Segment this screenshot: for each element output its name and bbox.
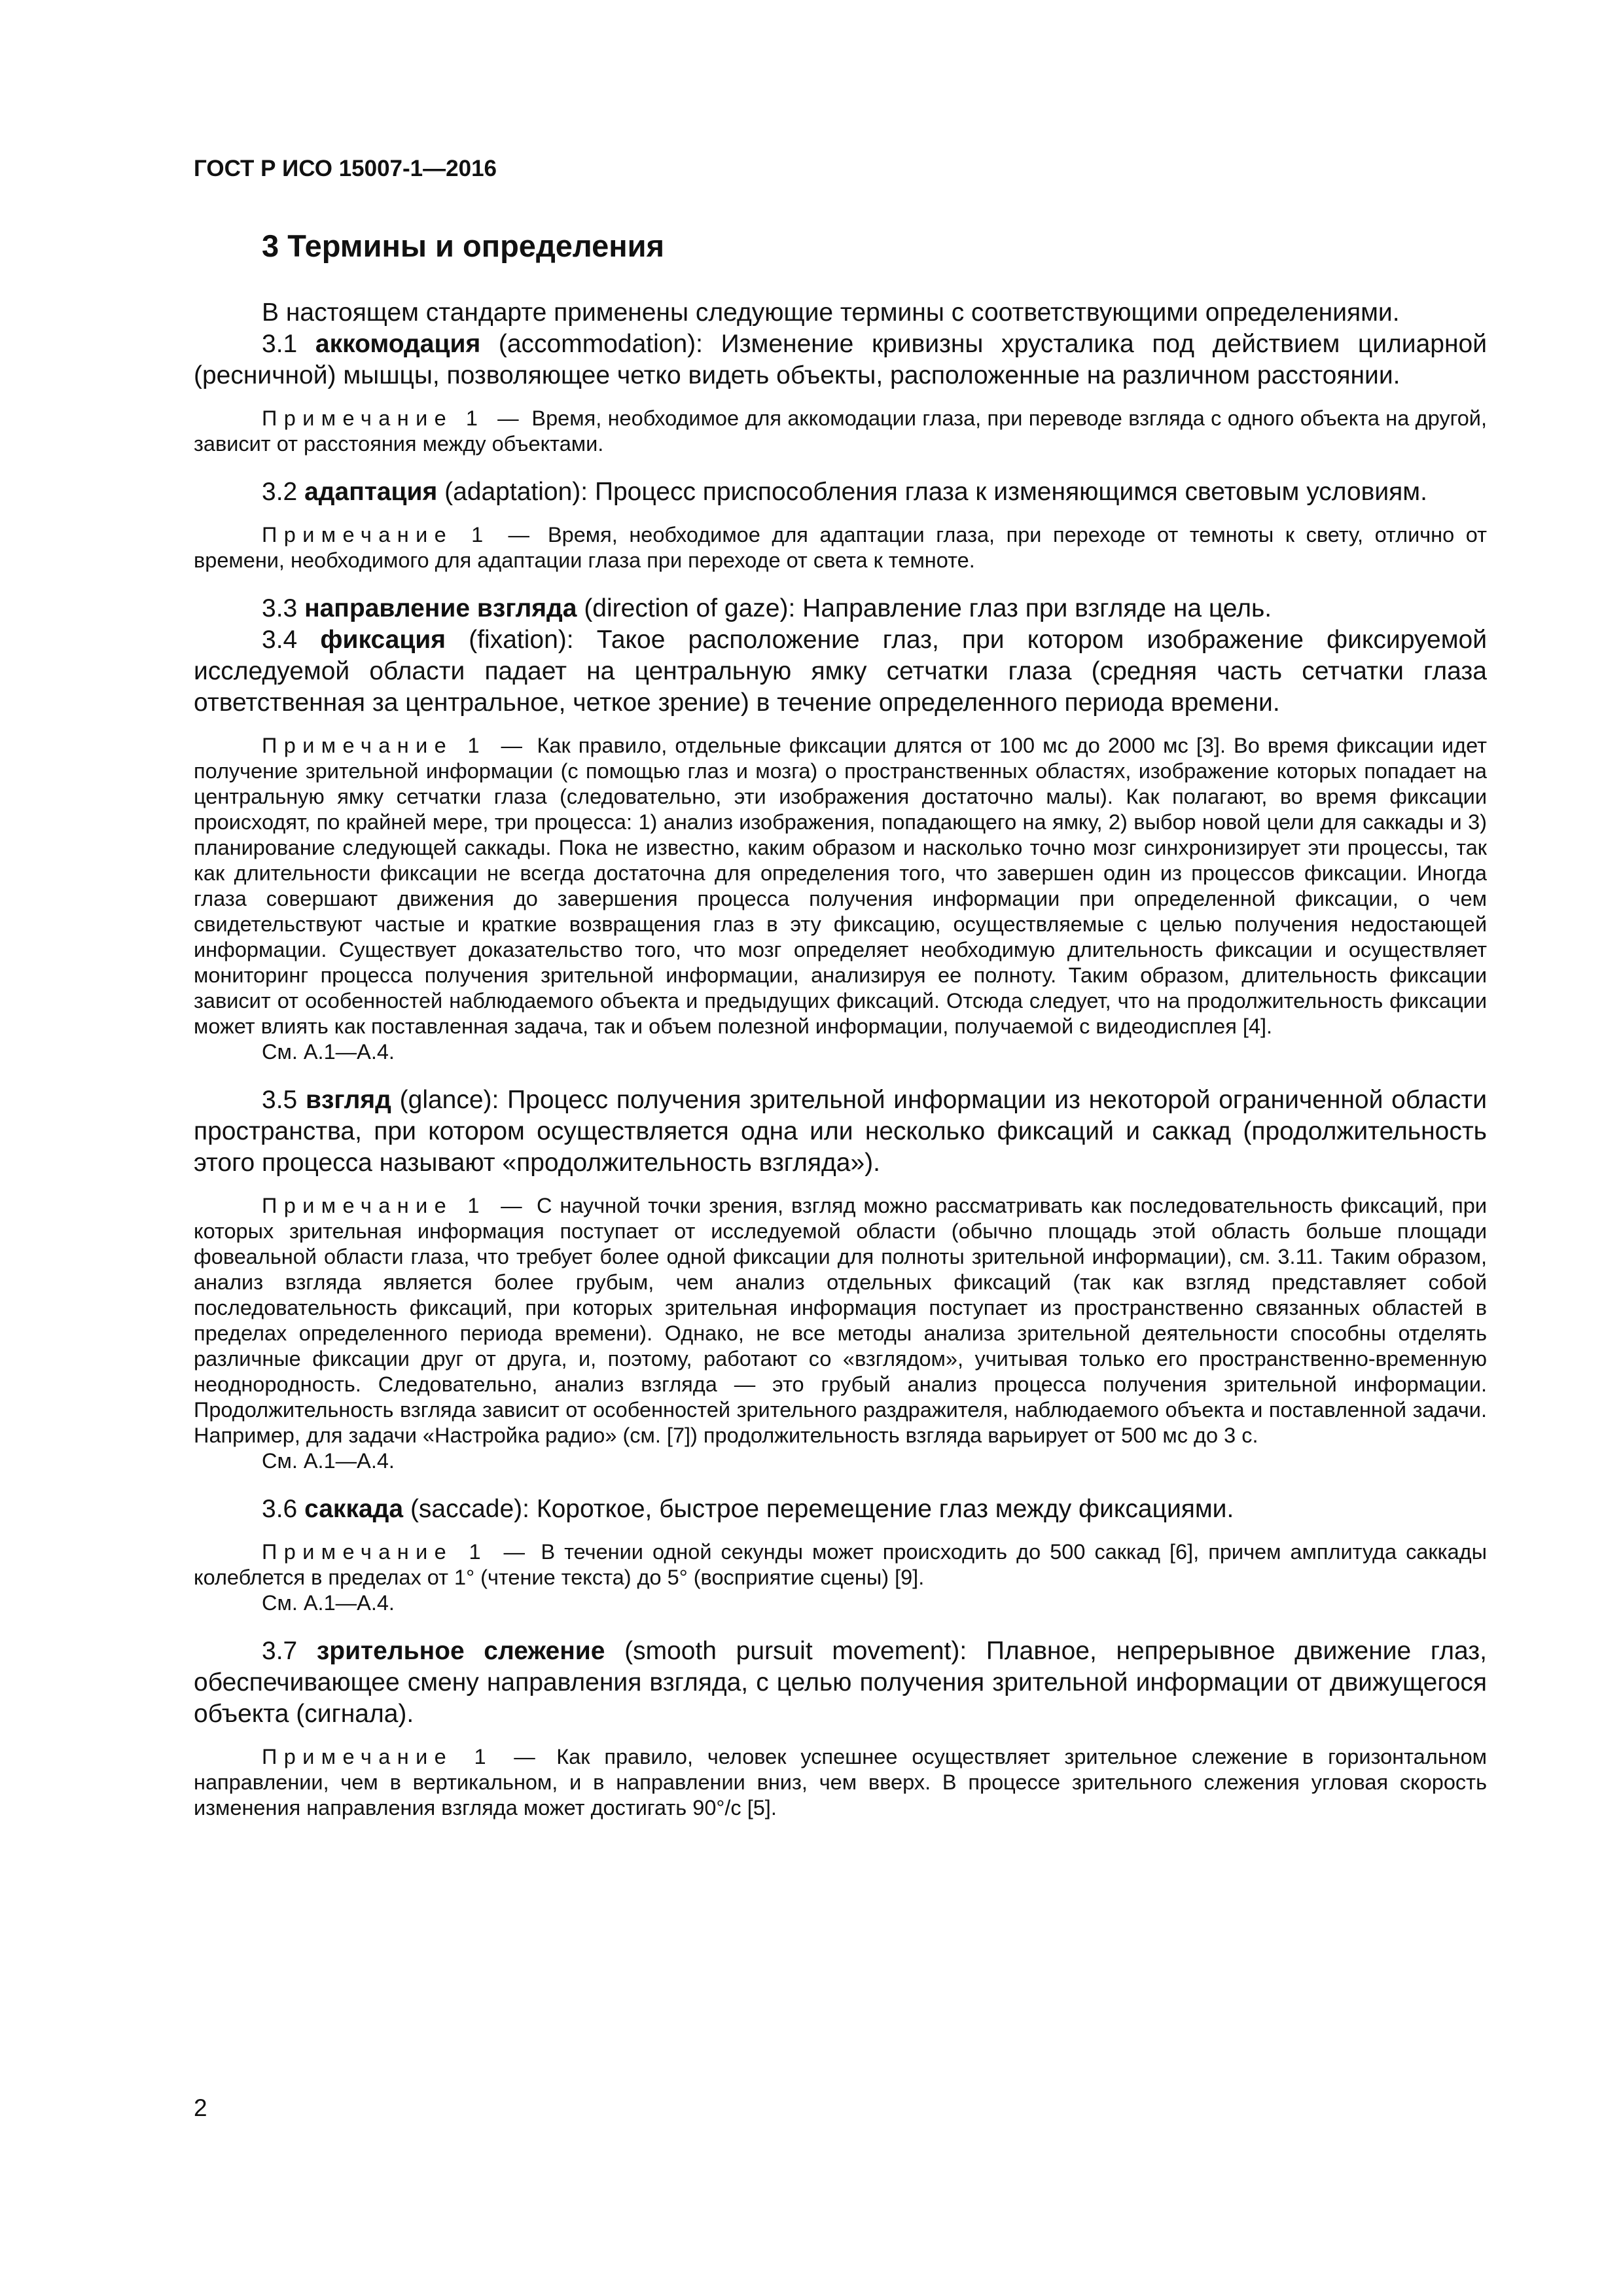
term-definition: Короткое, быстрое перемещение глаз между фиксациями. <box>536 1495 1234 1523</box>
term-definition: Процесс получения зрительной информации из некоторой ограниченной области пространства, при котором осуществляется одна или несколько фиксаций и саккад (продолжительность этого процесса называют «продолжительность взгляда»). <box>194 1086 1487 1177</box>
term-entry-3-3 <box>194 593 1487 624</box>
section-title: 3 Термины и определения <box>262 228 664 263</box>
term-entry-3-2 <box>194 476 1487 508</box>
term-entry-3-7 <box>194 1636 1487 1730</box>
term-definition: Такое расположение глаз, при котором изображение фиксируемой исследуемой области падает на центральную ямку сетчатки глаза (средняя часть сетчатки глаза ответственная за центральное, четкое зрение) в течение определенного периода времени. <box>194 626 1488 717</box>
see-reference: См. А.1—А.4. <box>262 1449 395 1473</box>
term-entry-3-4 <box>194 624 1487 719</box>
see-reference: См. А.1—А.4. <box>262 1591 395 1615</box>
term-english: (smooth pursuit movement): <box>624 1637 967 1665</box>
term-name: направление взгляда <box>304 594 577 622</box>
term-number: 3.6 <box>262 1495 298 1523</box>
term-name: адаптация <box>304 478 438 506</box>
term-number: 3.1 <box>262 330 298 358</box>
note-3-2 <box>194 522 1487 573</box>
document-body <box>194 297 1487 1821</box>
note-label: Примечание 1 — <box>262 1745 543 1768</box>
term-number: 3.7 <box>262 1637 298 1665</box>
note-label: Примечание 1 — <box>262 406 526 430</box>
note-3-1 <box>194 406 1487 457</box>
note-3-5 <box>194 1193 1487 1448</box>
note-text: Как правило, отдельные фиксации длятся от 100 мс до 2000 мс [3]. Во время фиксации идет получение зрительной информации (с помощью глаз и мозга) о пространственных областях, изображение которых попадает на центральную ямку сетчатки глаза (следовательно, эти изображения достаточно малы). Как полагают, во время фиксации происходят, по крайней мере, три процесса: 1) анализ изображения, попадающего на ямку, 2) выбор новой цели для саккады и 3) планирование следующей саккады. Пока не известно, каким образом и насколько точно мозг синхронизирует эти процессы, так как длительности фиксации не всегда достаточна для определения того, что завершен один из процессов фиксации. Иногда глаза совершают движения до завершения процесса получения информации при определенной фиксации, о чем свидетельствуют частые и краткие возвращения глаз в эту фиксацию, осуществляемые с целью получения недостающей информации. Существует доказательство того, что мозг определяет необходимую длительность фиксации и осуществляет мониторинг процесса получения зрительной информации, анализируя ее полноту. Таким образом, длительность фиксации зависит от особенностей наблюдаемого объекта и предыдущих фиксаций. Отсюда следует, что на продолжительность фиксации может влиять как поставленная задача, так и объем полезной информации, получаемой с видеодисплея [4]. <box>194 734 1488 1038</box>
term-name: взгляд <box>305 1086 391 1114</box>
term-name: аккомодация <box>315 330 481 358</box>
note-label: Примечание 1 — <box>262 1540 532 1564</box>
see-reference: См. А.1—А.4. <box>262 1040 395 1064</box>
note-text: Время, необходимое для адаптации глаза, при переходе от темноты к свету, отлично от времени, необходимого для адаптации глаза при переходе от света к темноте. <box>194 523 1487 572</box>
note-text: С научной точки зрения, взгляд можно рассматривать как последовательность фиксаций, при которых зрительная информация поступает от исследуемой области (обычно площадь этой область больше площади фовеальной области глаза, что требует более одной фиксации для полноты зрительной информации), см. 3.11. Таким образом, анализ взгляда является более грубым, чем анализ отдельных фиксаций (так как взгляд представляет собой последовательность фиксаций, при которых зрительная информация поступает из пространственно связанных областей в пределах определенного периода времени). Однако, не все методы анализа зрительной деятельности способны отделять различные фиксации друг от друга, и, поэтому, работают со «взглядом», учитывая только его пространственно-временную неоднородность. Следовательно, анализ взгляда — это грубый анализ процесса получения зрительной информации. Продолжительность взгляда зависит от особенностей зрительного раздражителя, наблюдаемого объекта и поставленной задачи. Например, для задачи «Настройка радио» (см. [7]) продолжительность взгляда варьирует от 500 мс до 3 с. <box>194 1194 1487 1447</box>
term-english: (glance): <box>399 1086 499 1114</box>
term-definition: Плавное, непрерывное движение глаз, обеспечивающее смену направления взгляда, с целью получения зрительной информации от движущегося объекта (сигнала). <box>194 1637 1487 1728</box>
term-entry-3-5 <box>194 1085 1487 1179</box>
term-number: 3.5 <box>262 1086 298 1114</box>
note-3-7 <box>194 1744 1487 1821</box>
page-number: 2 <box>194 2094 207 2121</box>
note-3-4 <box>194 733 1487 1039</box>
term-english: (saccade): <box>410 1495 530 1523</box>
term-english: (direction of gaze): <box>584 594 796 622</box>
note-label: Примечание 1 — <box>262 523 537 547</box>
term-definition: Процесс приспособления глаза к изменяющимся световым условиям. <box>594 478 1427 506</box>
document-code-header: ГОСТ Р ИСО 15007-1—2016 <box>194 156 497 181</box>
term-name: саккада <box>304 1495 404 1523</box>
term-definition: Изменение кривизны хрусталика под действием цилиарной (ресничной) мышцы, позволяющее четко видеть объекты, расположенные на различном расстоянии. <box>194 330 1487 389</box>
term-name: фиксация <box>320 626 446 654</box>
term-number: 3.4 <box>262 626 298 654</box>
term-entry-3-6 <box>194 1494 1487 1525</box>
note-label: Примечание 1 — <box>262 734 529 757</box>
term-name: зрительное слежение <box>316 1637 605 1665</box>
intro-paragraph: В настоящем стандарте применены следующие термины с соответствующими определениями. <box>262 298 1400 327</box>
note-text: Время, необходимое для аккомодации глаза, при переводе взгляда с одного объекта на другой, зависит от расстояния между объектами. <box>194 406 1487 456</box>
term-number: 3.2 <box>262 478 298 506</box>
note-label: Примечание 1 — <box>262 1194 529 1217</box>
term-english: (fixation): <box>469 626 574 654</box>
term-english: (adaptation): <box>444 478 588 506</box>
note-text: В течении одной секунды может происходить до 500 саккад [6], причем амплитуда саккады колеблется в пределах от 1° (чтение текста) до 5° (восприятие сцены) [9]. <box>194 1540 1487 1589</box>
term-english: (accommodation): <box>498 330 703 358</box>
note-text: Как правило, человек успешнее осуществляет зрительное слежение в горизонтальном направлении, чем в вертикальном, и в направлении вниз, чем вверх. В процессе зрительного слежения угловая скорость изменения направления взгляда может достигать 90°/с [5]. <box>194 1745 1487 1820</box>
note-3-6 <box>194 1539 1487 1590</box>
term-number: 3.3 <box>262 594 298 622</box>
term-entry-3-1 <box>194 329 1487 391</box>
term-definition: Направление глаз при взгляде на цель. <box>802 594 1272 622</box>
